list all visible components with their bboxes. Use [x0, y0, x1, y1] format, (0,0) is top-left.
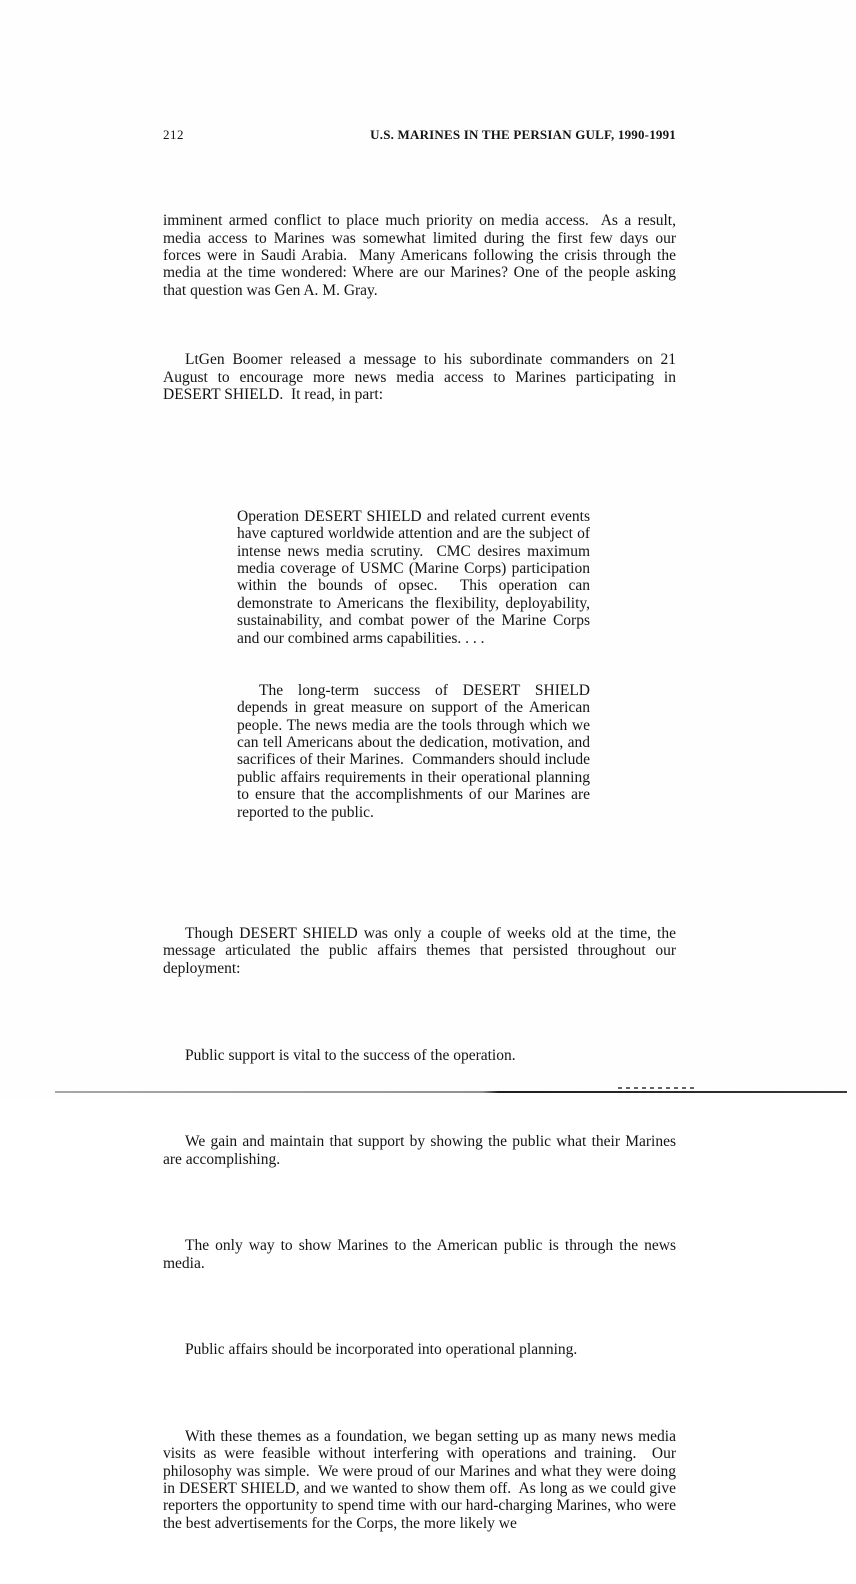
- quote-paragraph-2: The long-term success of DESERT SHIELD depends in great measure on support of the American people. The news media are the tools through which we can tell Americans about the dedication, motivation, and sacrifices of their Marines. Commanders should include public affairs requirements in their operational planning to ensure that the accomplishments of our Marines are reported to the public.: [237, 681, 594, 821]
- paragraph-boomer-message: LtGen Boomer released a message to his subordinate commanders on 21 August to encourage more news media access to Marines participating in DESERT SHIELD. It read, in part:: [163, 351, 680, 404]
- running-title: U.S. MARINES IN THE PERSIAN GULF, 1990-1991: [370, 127, 676, 142]
- theme-public-support: Public support is vital to the success of the operation.: [185, 1046, 516, 1064]
- paragraph-foundation: With these themes as a foundation, we began setting up as many news media visits as were feasible without interfering with operations and training. Our philosophy was simple. We were proud of our Marines and what they were doing in DESERT SHIELD, and we wanted to show them off. As long as we could give reporters the opportunity to spend time with our hard-charging Marines, who were the best advertisements for the Corps, the more likely we: [163, 1427, 680, 1532]
- theme-gain-maintain-support: We gain and maintain that support by showing the public what their Marines are accomplishing.: [163, 1133, 680, 1168]
- scan-artifact-dashes: [618, 1087, 696, 1089]
- theme-news-media: The only way to show Marines to the American public is through the news media.: [163, 1237, 680, 1272]
- quote-paragraph-1: Operation DESERT SHIELD and related current events have captured worldwide attention and are the subject of intense news media scrutiny. CMC desires maximum media coverage of USMC (Marine Corps) participation within the bounds of opsec. This operation can demonstrate to Americans the flexibility, deployability, sustainability, and combat power of the Marine Corps and our combined arms capabilities. . . .: [237, 507, 594, 647]
- theme-operational-planning: Public affairs should be incorporated into operational planning.: [185, 1341, 578, 1359]
- paragraph-themes-intro: Though DESERT SHIELD was only a couple of weeks old at the time, the message articulated the public affairs themes that persisted throughout our deployment:: [163, 925, 680, 977]
- paragraph-continuation: imminent armed conflict to place much priority on media access. As a result, media access to Marines was somewhat limited during the first few days our forces were in Saudi Arabia. Many Americans following the crisis through the media at the time wondered: Where are our Marines? One of the people asking that question was Gen A. M. Gray.: [163, 212, 680, 299]
- block-quote: [237, 473, 594, 856]
- page-header: [163, 127, 676, 143]
- page-body: [163, 160, 680, 1584]
- page-bottom-rule: [55, 1091, 847, 1093]
- page-number: 212: [163, 127, 184, 142]
